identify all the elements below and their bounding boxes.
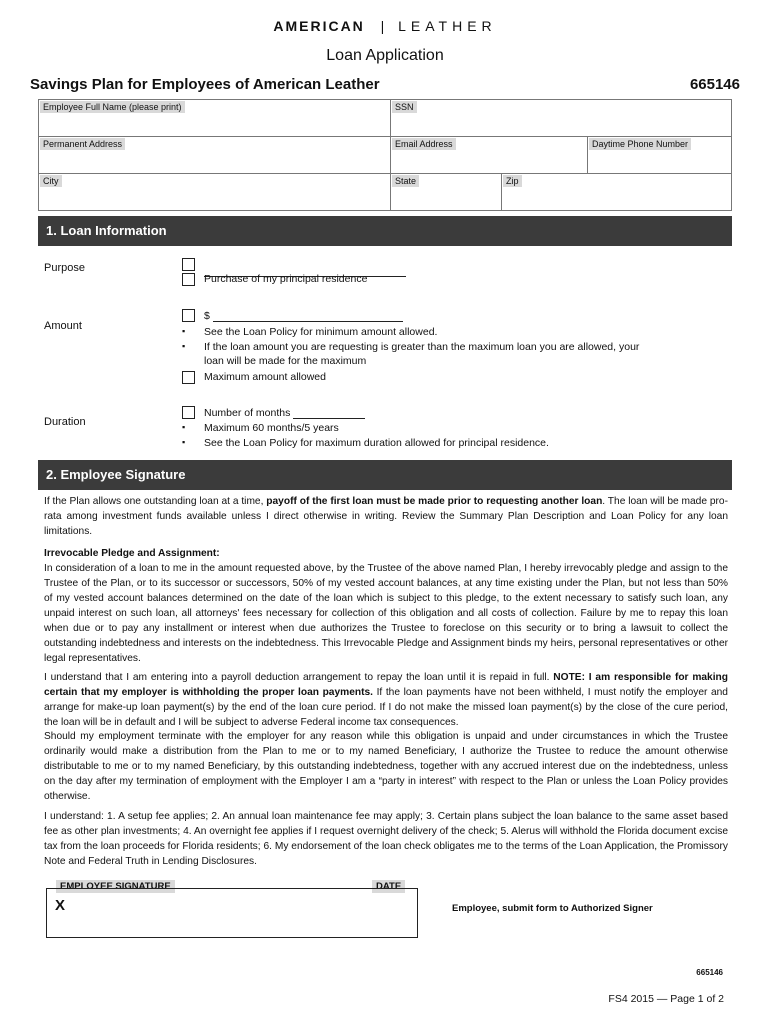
amount-bullet-min: ▪ See the Loan Policy for minimum amount allowed. [204,326,437,338]
amount-bullet-max-a: ▪ If the loan amount you are requesting is greater than the maximum loan you are allowed, your [204,341,639,353]
amount-specific-line[interactable] [204,310,403,322]
amount-bullet-max-b: loan will be made for the maximum [204,355,367,367]
daytime-phone-label: Daytime Phone Number [589,138,691,150]
duration-label: Duration [44,416,86,428]
amount-label: Amount [44,320,82,332]
amount-specific-checkbox[interactable] [182,309,195,322]
p3-text-c: If the loan payments have not been withheld, I must notify the employer and arrange for make-up loan payment(s) by the end of the loan cure period. If I do not make the missed loan payment(s) by the close of the cure period, the loan will be in default and I will be subject to adverse Federal income tax consequences. [44,687,728,728]
purpose-residence-text: Purchase of my principal residence [204,273,368,285]
duration-bullet-max: ▪ Maximum 60 months/5 years [204,422,339,434]
amount-max-text: Maximum amount allowed [204,371,326,383]
purpose-residence-checkbox[interactable] [182,273,195,286]
email-address-label: Email Address [392,138,456,150]
employee-name-label: Employee Full Name (please print) [40,101,185,113]
permanent-address-field[interactable] [38,136,391,174]
paragraph-fees: I understand: 1. A setup fee applies; 2. An annual loan maintenance fee may apply; 3. Certain plans subject the loan balance to the same asset based fee as other plan investments; 4. An overnight fee applies if I request overnight delivery of the check; 5. Alerus will withhold the Florida document excise tax from the loan proceeds for Florida residents; 6. My endorsement of the loan check obligates me to the terms of the Loan Application, the Promissory Note and Federal Truth in Lending Disclosures. [44,811,728,867]
document-title: Loan Application [326,47,444,64]
duration-months-checkbox[interactable] [182,406,195,419]
footer-form-number: 665146 [696,968,723,977]
employee-signature-label-text: EMPLOYEE SIGNATURE [56,880,175,893]
date-label-text: DATE [372,880,405,893]
duration-bullet-residence: ▪ See the Loan Policy for maximum duration allowed for principal residence. [204,437,549,449]
ssn-field[interactable] [390,99,732,137]
state-field[interactable] [390,173,502,211]
email-address-field[interactable] [390,136,588,174]
p1-text-a: If the Plan allows one outstanding loan at a time, [44,496,267,507]
logo-bold-text: AMERICAN [273,18,365,34]
form-number: 665146 [689,76,740,93]
pledge-text: In consideration of a loan to me in the amount requested above, by the Trustee of the above named Plan, I hereby irrevocably pledge and assign to the Trustee of the Plan, or to its successor or successors, 50% of my vested account balances, at any time existing under the Plan, but not less than 50% of my vested account balances determined on the date of the loan which is subject to this pledge, to the extent necessary to satisfy such loan, any unpaid interest on such loan, all attorneys' fees necessary for collection of this obligation and all costs of collection. Failure by me to repay this loan when due or to pay any installment or interest when due authorizes the Trustee to foreclose on this security or to bring a lawsuit to collect the outstanding indebtedness and interests on the indebtedness. This Irrevocable Pledge and Assignment binds my heirs, personal representatives or other legal representatives. [44,563,728,664]
signature-x-mark: X [55,897,66,914]
permanent-address-label: Permanent Address [40,138,125,150]
duration-months-line[interactable] [293,407,365,419]
amount-max-checkbox[interactable] [182,371,195,384]
logo-thin-word: LEATHER [398,18,497,34]
p3-text-bold: NOTE: I am responsible for making certain that my employer is withholding the proper loan payments. [44,672,728,698]
paragraph-outstanding-loan [44,494,728,539]
section-loan-information-header: 1. Loan Information [38,216,732,246]
state-label: State [392,175,419,187]
ssn-label: SSN [392,101,417,113]
paragraph-pledge [44,546,728,666]
city-field[interactable] [38,173,391,211]
paragraph-payroll-deduction [44,670,728,730]
purpose-other-checkbox[interactable] [182,258,195,271]
p3-text-a: I understand that I am entering into a payroll deduction arrangement to repay the loan until it is repaid in full. [44,672,554,683]
logo-thin-text: | LEATHER [371,18,497,34]
zip-field[interactable] [501,173,732,211]
p1-text-c: . The loan will be made pro-rata among investment funds available unless I direct otherwise in writing. Review the Summary Plan Description and Loan Policy for any loan limitations. [44,496,728,537]
p1-text-bold: payoff of the first loan must be made prior to requesting another loan [266,496,603,507]
pledge-title: Irrevocable Pledge and Assignment: [44,548,220,559]
dollar-sign: $ [204,310,210,322]
section-employee-signature-header: 2. Employee Signature [38,460,732,490]
duration-months-text [204,407,365,419]
footer-page-info: FS4 2015 — Page 1 of 2 [608,993,724,1005]
paragraph-termination: Should my employment terminate with the employer for any reason while this obligation is unpaid and under circumstances in which the Trustee ordinarily would make a distribution from the Plan to me or to my named Beneficiary, I authorize the Trustee to reduce the amount otherwise distributable to me or to my named Beneficiary, by this outstanding indebtedness, together with any accrued interest due on the indebtedness, unless on the day after my termination of employment with the Employer I am a “party in interest” with respect to the Plan or unless the Loan Policy provides otherwise. [44,731,728,802]
city-label: City [40,175,62,187]
plan-title: Savings Plan for Employees of American Leather [30,76,380,93]
purpose-label: Purpose [44,262,85,274]
signature-box[interactable] [46,888,418,938]
zip-label: Zip [503,175,522,187]
company-logo [0,18,770,34]
employee-name-field[interactable] [38,99,391,137]
daytime-phone-field[interactable] [587,136,732,174]
duration-months-label: Number of months [204,407,291,419]
submit-note: Employee, submit form to Authorized Signer [452,903,653,914]
